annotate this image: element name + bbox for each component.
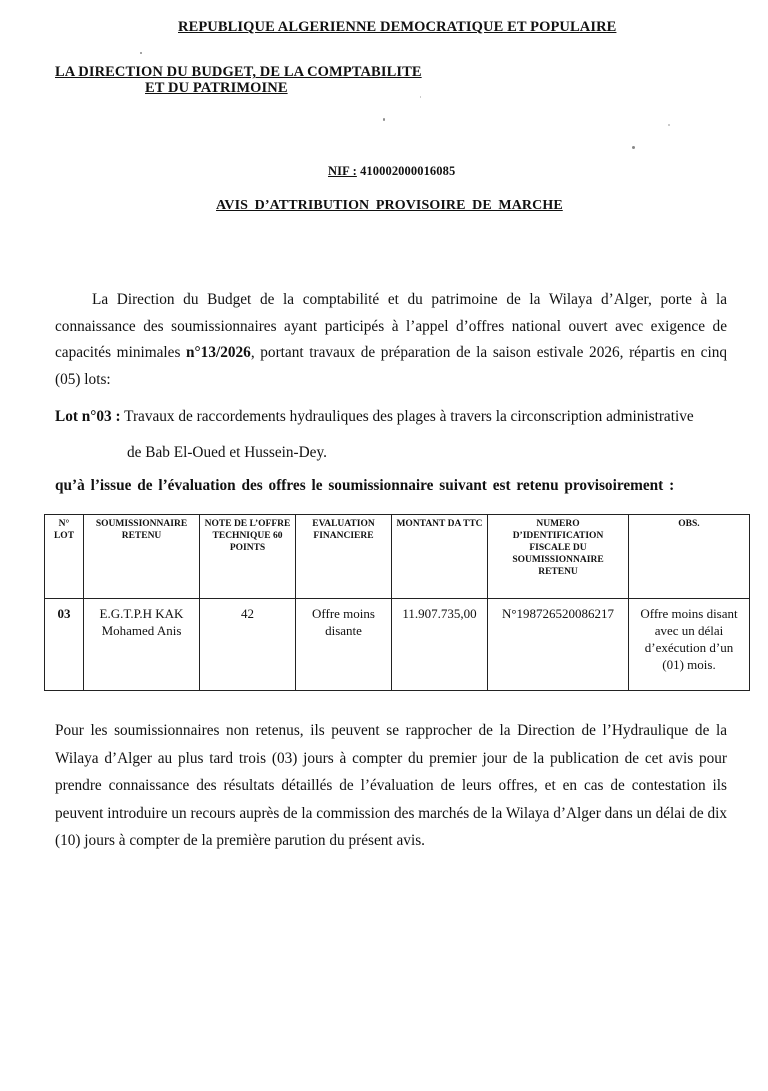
retained-statement: qu’à l’issue de l’évaluation des offres le soumissionnaire suivant est retenu provisoirement : (55, 477, 675, 494)
cell-numero: N°198726520086217 (488, 599, 629, 691)
cell-evaluation: Offre moins disante (296, 599, 392, 691)
cell-note: 42 (200, 599, 296, 691)
nif-label: NIF : (328, 164, 357, 178)
header-numero: NUMERO D’IDENTIFICATION FISCALE DU SOUMISSIONNAIRE RETENU (488, 515, 629, 599)
lot-description-2: de Bab El-Oued et Hussein-Dey. (127, 444, 327, 461)
scan-speck (140, 52, 142, 54)
nif-line (328, 164, 455, 179)
closing-paragraph: Pour les soumissionnaires non retenus, ils peuvent se rapprocher de la Direction de l’Hydraulique de la Wilaya d’Alger au plus tard trois (03) jours à compter du premier jour de la publication de cet avis pour prendre connaissance des résultats détaillés de l’évaluation de leurs offres, et en cas de contestation ils peuvent introduire un recours auprès de la commission des marchés de la Wilaya d’Alger dans un délai de dix (10) jours à compter de la première parution du présent avis. (55, 722, 727, 850)
cell-soumissionnaire (84, 599, 200, 691)
scan-speck (668, 124, 670, 126)
header-evaluation: EVALUATION FINANCIERE (296, 515, 392, 599)
intro-text-2: , portant travaux de préparation de la saison estivale 2026, répartis en cinq (05) lots: (55, 344, 727, 388)
award-table (44, 514, 750, 691)
nif-value: 410002000016085 (356, 164, 456, 178)
lot-label: Lot n°03 : (55, 408, 121, 425)
header-lot-line1: N° (58, 519, 70, 529)
header-note: NOTE DE L’OFFRE TECHNIQUE 60 POINTS (200, 515, 296, 599)
scan-speck (383, 118, 385, 121)
header-lot (45, 515, 84, 599)
direction-heading-line2: ET DU PATRIMOINE (145, 80, 288, 96)
header-montant: MONTANT DA TTC (392, 515, 488, 599)
notice-title: AVIS D’ATTRIBUTION PROVISOIRE DE MARCHE (216, 198, 563, 213)
cell-obs: Offre moins disant avec un délai d’exécution d’un (01) mois. (629, 599, 750, 691)
direction-heading-line1: LA DIRECTION DU BUDGET, DE LA COMPTABILITE (55, 64, 422, 80)
republic-heading: REPUBLIQUE ALGERIENNE DEMOCRATIQUE ET POPULAIRE (178, 19, 617, 35)
intro-text-1: La Direction du Budget de la comptabilité et du patrimoine de la Wilaya d’Alger, porte à la connaissance des soumissionnaires ayant participés à l’appel d’offres national ouvert avec exigence de capacités minimales (55, 291, 727, 361)
scan-speck (420, 96, 421, 98)
header-soumissionnaire: SOUMISSIONNAIRE RETENU (84, 515, 200, 599)
lot-description-1: Travaux de raccordements hydrauliques des plages à travers la circonscription administrative (120, 408, 694, 425)
lot-line (55, 404, 727, 431)
cell-soumissionnaire-line1: E.G.T.P.H KAK (99, 606, 184, 621)
tender-number: n°13/2026 (186, 344, 251, 361)
cell-soumissionnaire-line2: Mohamed Anis (101, 623, 182, 638)
header-lot-line2: LOT (53, 531, 75, 541)
table-header-row (45, 515, 750, 599)
cell-montant: 11.907.735,00 (392, 599, 488, 691)
header-obs: OBS. (629, 515, 750, 599)
cell-lot: 03 (45, 599, 84, 691)
table-row (45, 599, 750, 691)
intro-paragraph (55, 287, 727, 393)
scan-speck (632, 146, 635, 149)
